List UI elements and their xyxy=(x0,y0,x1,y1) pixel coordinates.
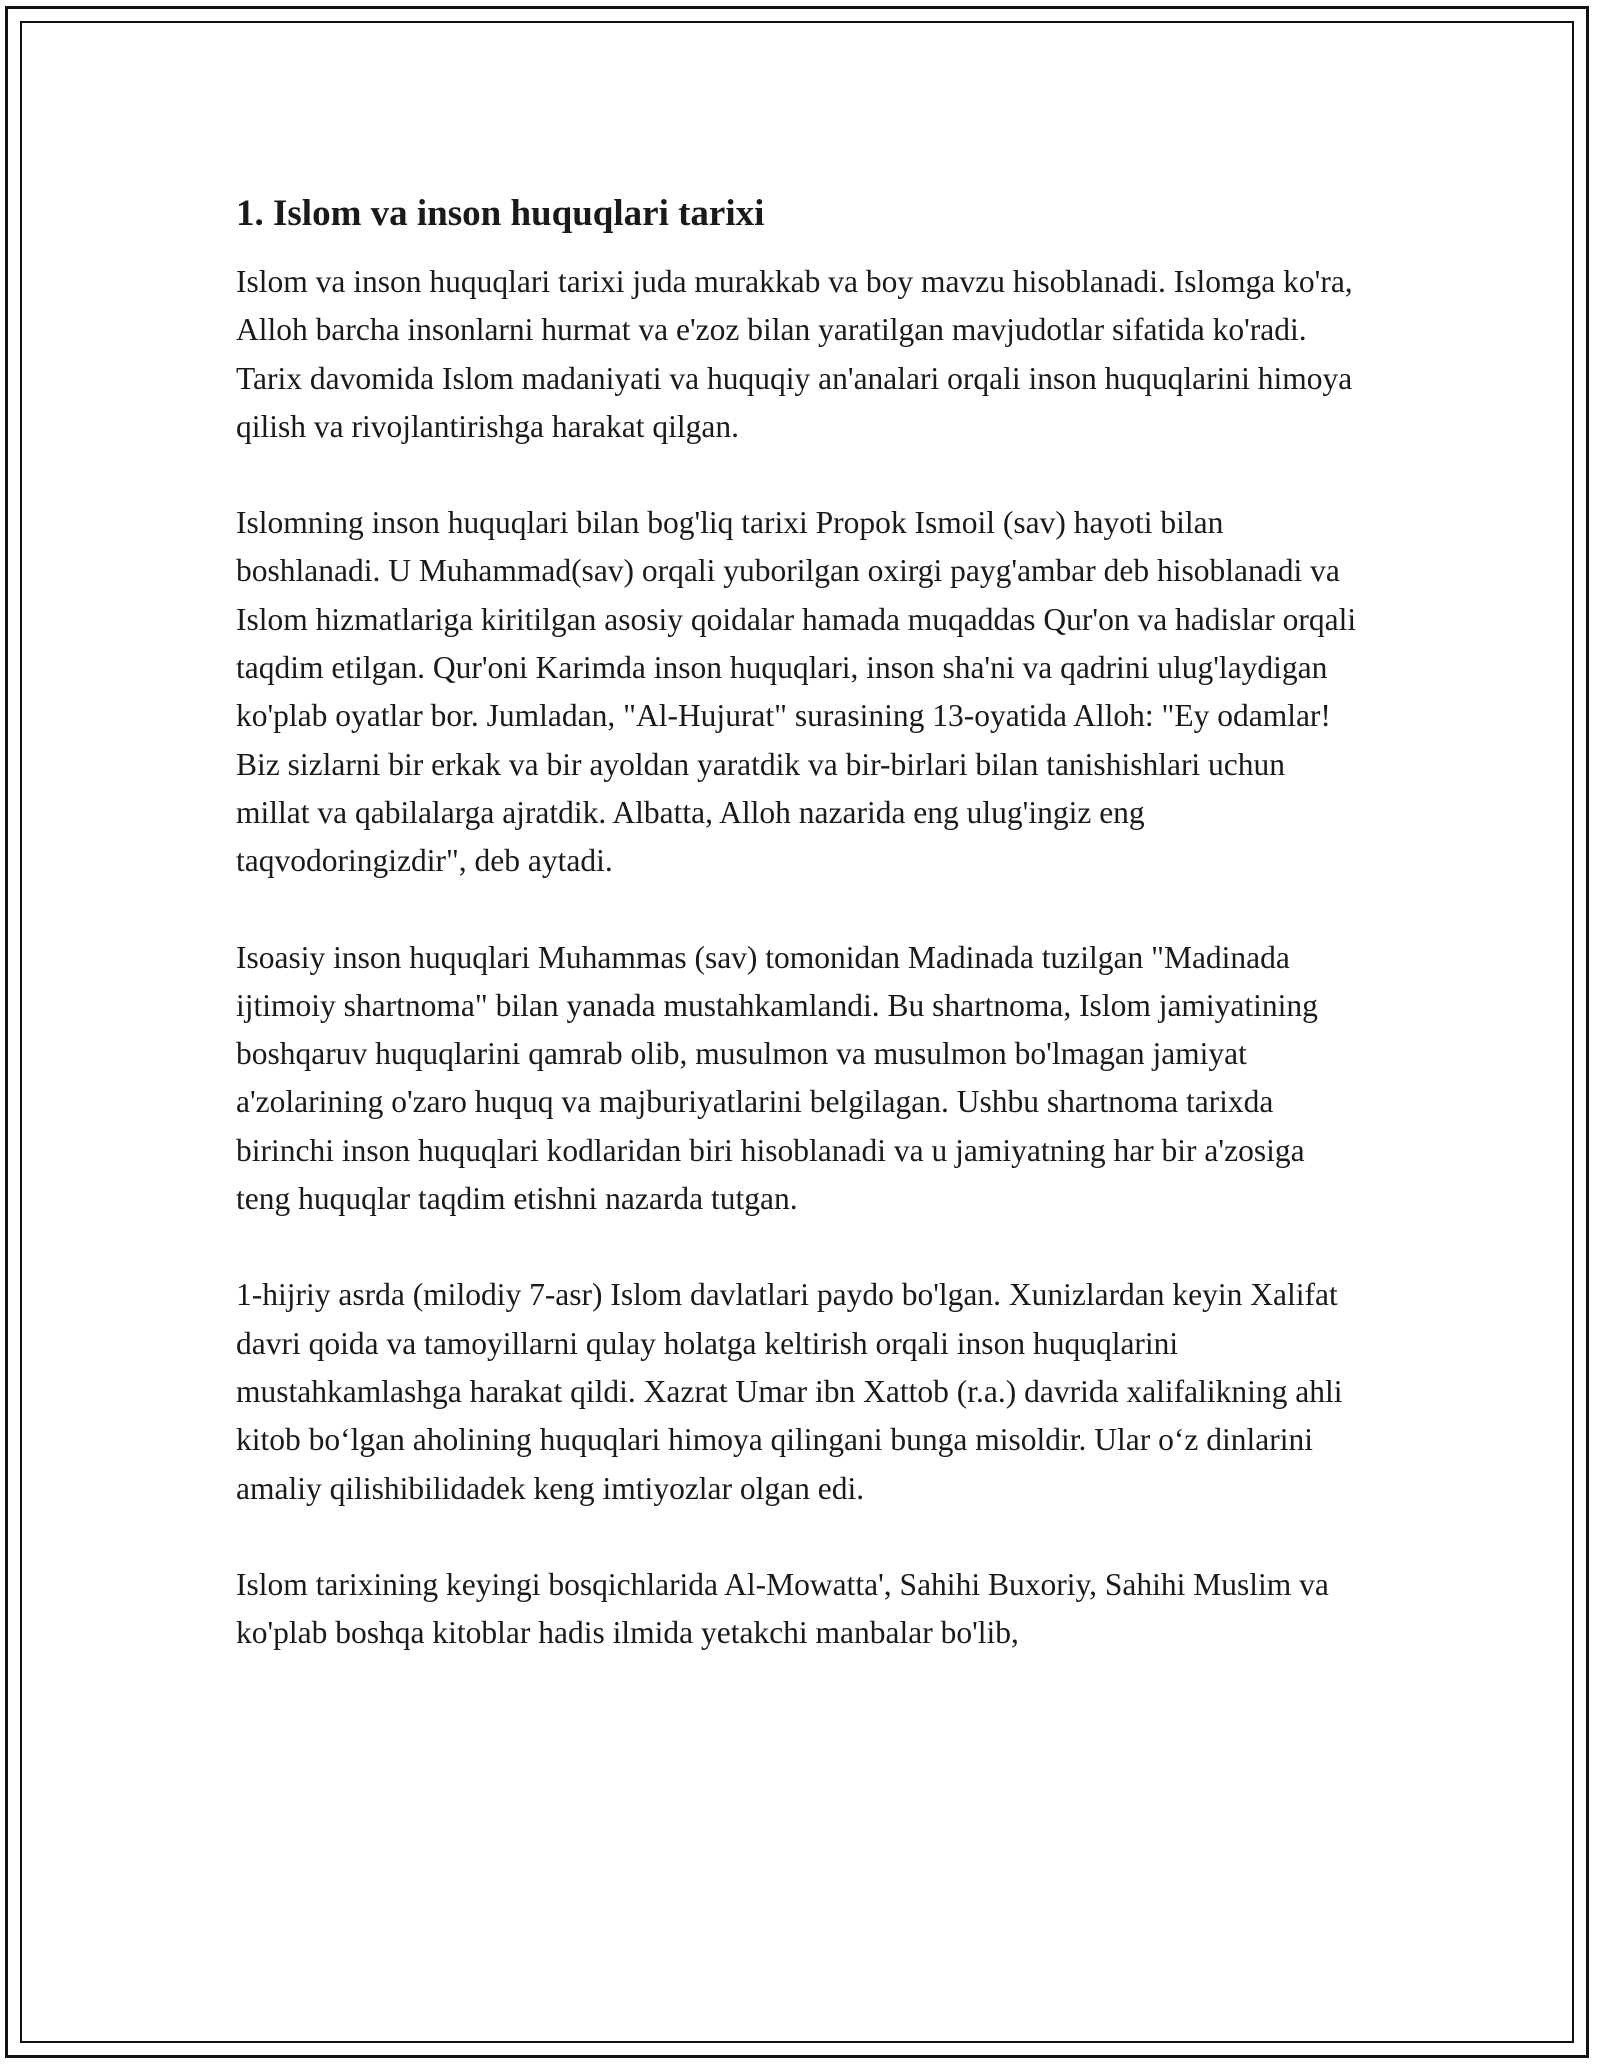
document-body xyxy=(236,188,1366,1705)
paragraph-1: Islom va inson huquqlari tarixi juda murakkab va boy mavzu hisoblanadi. Islomga ko'ra, Alloh barcha insonlarni hurmat va e'zoz bilan yaratilgan mavjudotlar sifatida ko'radi. Tarix davomida Islom madaniyati va huquqiy an'analari orqali inson huquqlarini himoya qilish va rivojlantirishga harakat qilgan. xyxy=(236,264,1353,444)
paragraph-3: Isoasiy inson huquqlari Muhammas (sav) tomonidan Madinada tuzilgan "Madinada ijtimoiy shartnoma" bilan yanada mustahkamlandi. Bu shartnoma, Islom jamiyatining boshqaruv huquqlarini qamrab olib, musulmon va musulmon bo'lmagan jamiyat a'zolarining o'zaro huquq va majburiyatlarini belgilagan. Ushbu shartnoma tarixda birinchi inson huquqlari kodlaridan biri hisoblanadi va u jamiyatning har bir a'zosiga teng huquqlar taqdim etishni nazarda tutgan. xyxy=(236,939,1318,1217)
paragraph-5: Islom tarixining keyingi bosqichlarida Al-Mowatta', Sahihi Buxoriy, Sahihi Muslim va ko'plab boshqa kitoblar hadis ilmida yetakchi manbalar bo'lib, xyxy=(236,1566,1329,1651)
section-heading: 1. Islom va inson huquqlari tarixi xyxy=(236,193,765,234)
paragraph-2: Islomning inson huquqlari bilan bog'liq tarixi Propok Ismoil (sav) hayoti bilan boshlanadi. U Muhammad(sav) orqali yuborilgan oxirgi payg'ambar deb hisoblanadi va Islom hizmatlariga kiritilgan asosiy qoidalar hamada muqaddas Qur'on va hadislar orqali taqdim etilgan. Qur'oni Karimda inson huquqlari, inson sha'ni va qadrini ulug'laydigan ko'plab oyatlar bor. Jumladan, "Al-Hujurat" surasining 13-oyatida Alloh: "Ey odamlar! Biz sizlarni bir erkak va bir ayoldan yaratdik va bir-birlari bilan tanishishlari uchun millat va qabilalarga ajratdik. Albatta, Alloh nazarida eng ulug'ingiz eng taqvodoringizdir", deb aytadi. xyxy=(236,505,1357,879)
paragraph-4: 1-hijriy asrda (milodiy 7-asr) Islom davlatlari paydo bo'lgan. Xunizlardan keyin Xalifat davri qoida va tamoyillarni qulay holatga keltirish orqali inson huquqlarini mustahkamlashga harakat qildi. Xazrat Umar ibn Xattob (r.a.) davrida xalifalikning ahli kitob bo‘lgan aholining huquqlari himoya qilingani bunga misoldir. Ular o‘z dinlarini amaliy qilishibilidadek keng imtiyozlar olgan edi. xyxy=(236,1277,1343,1506)
